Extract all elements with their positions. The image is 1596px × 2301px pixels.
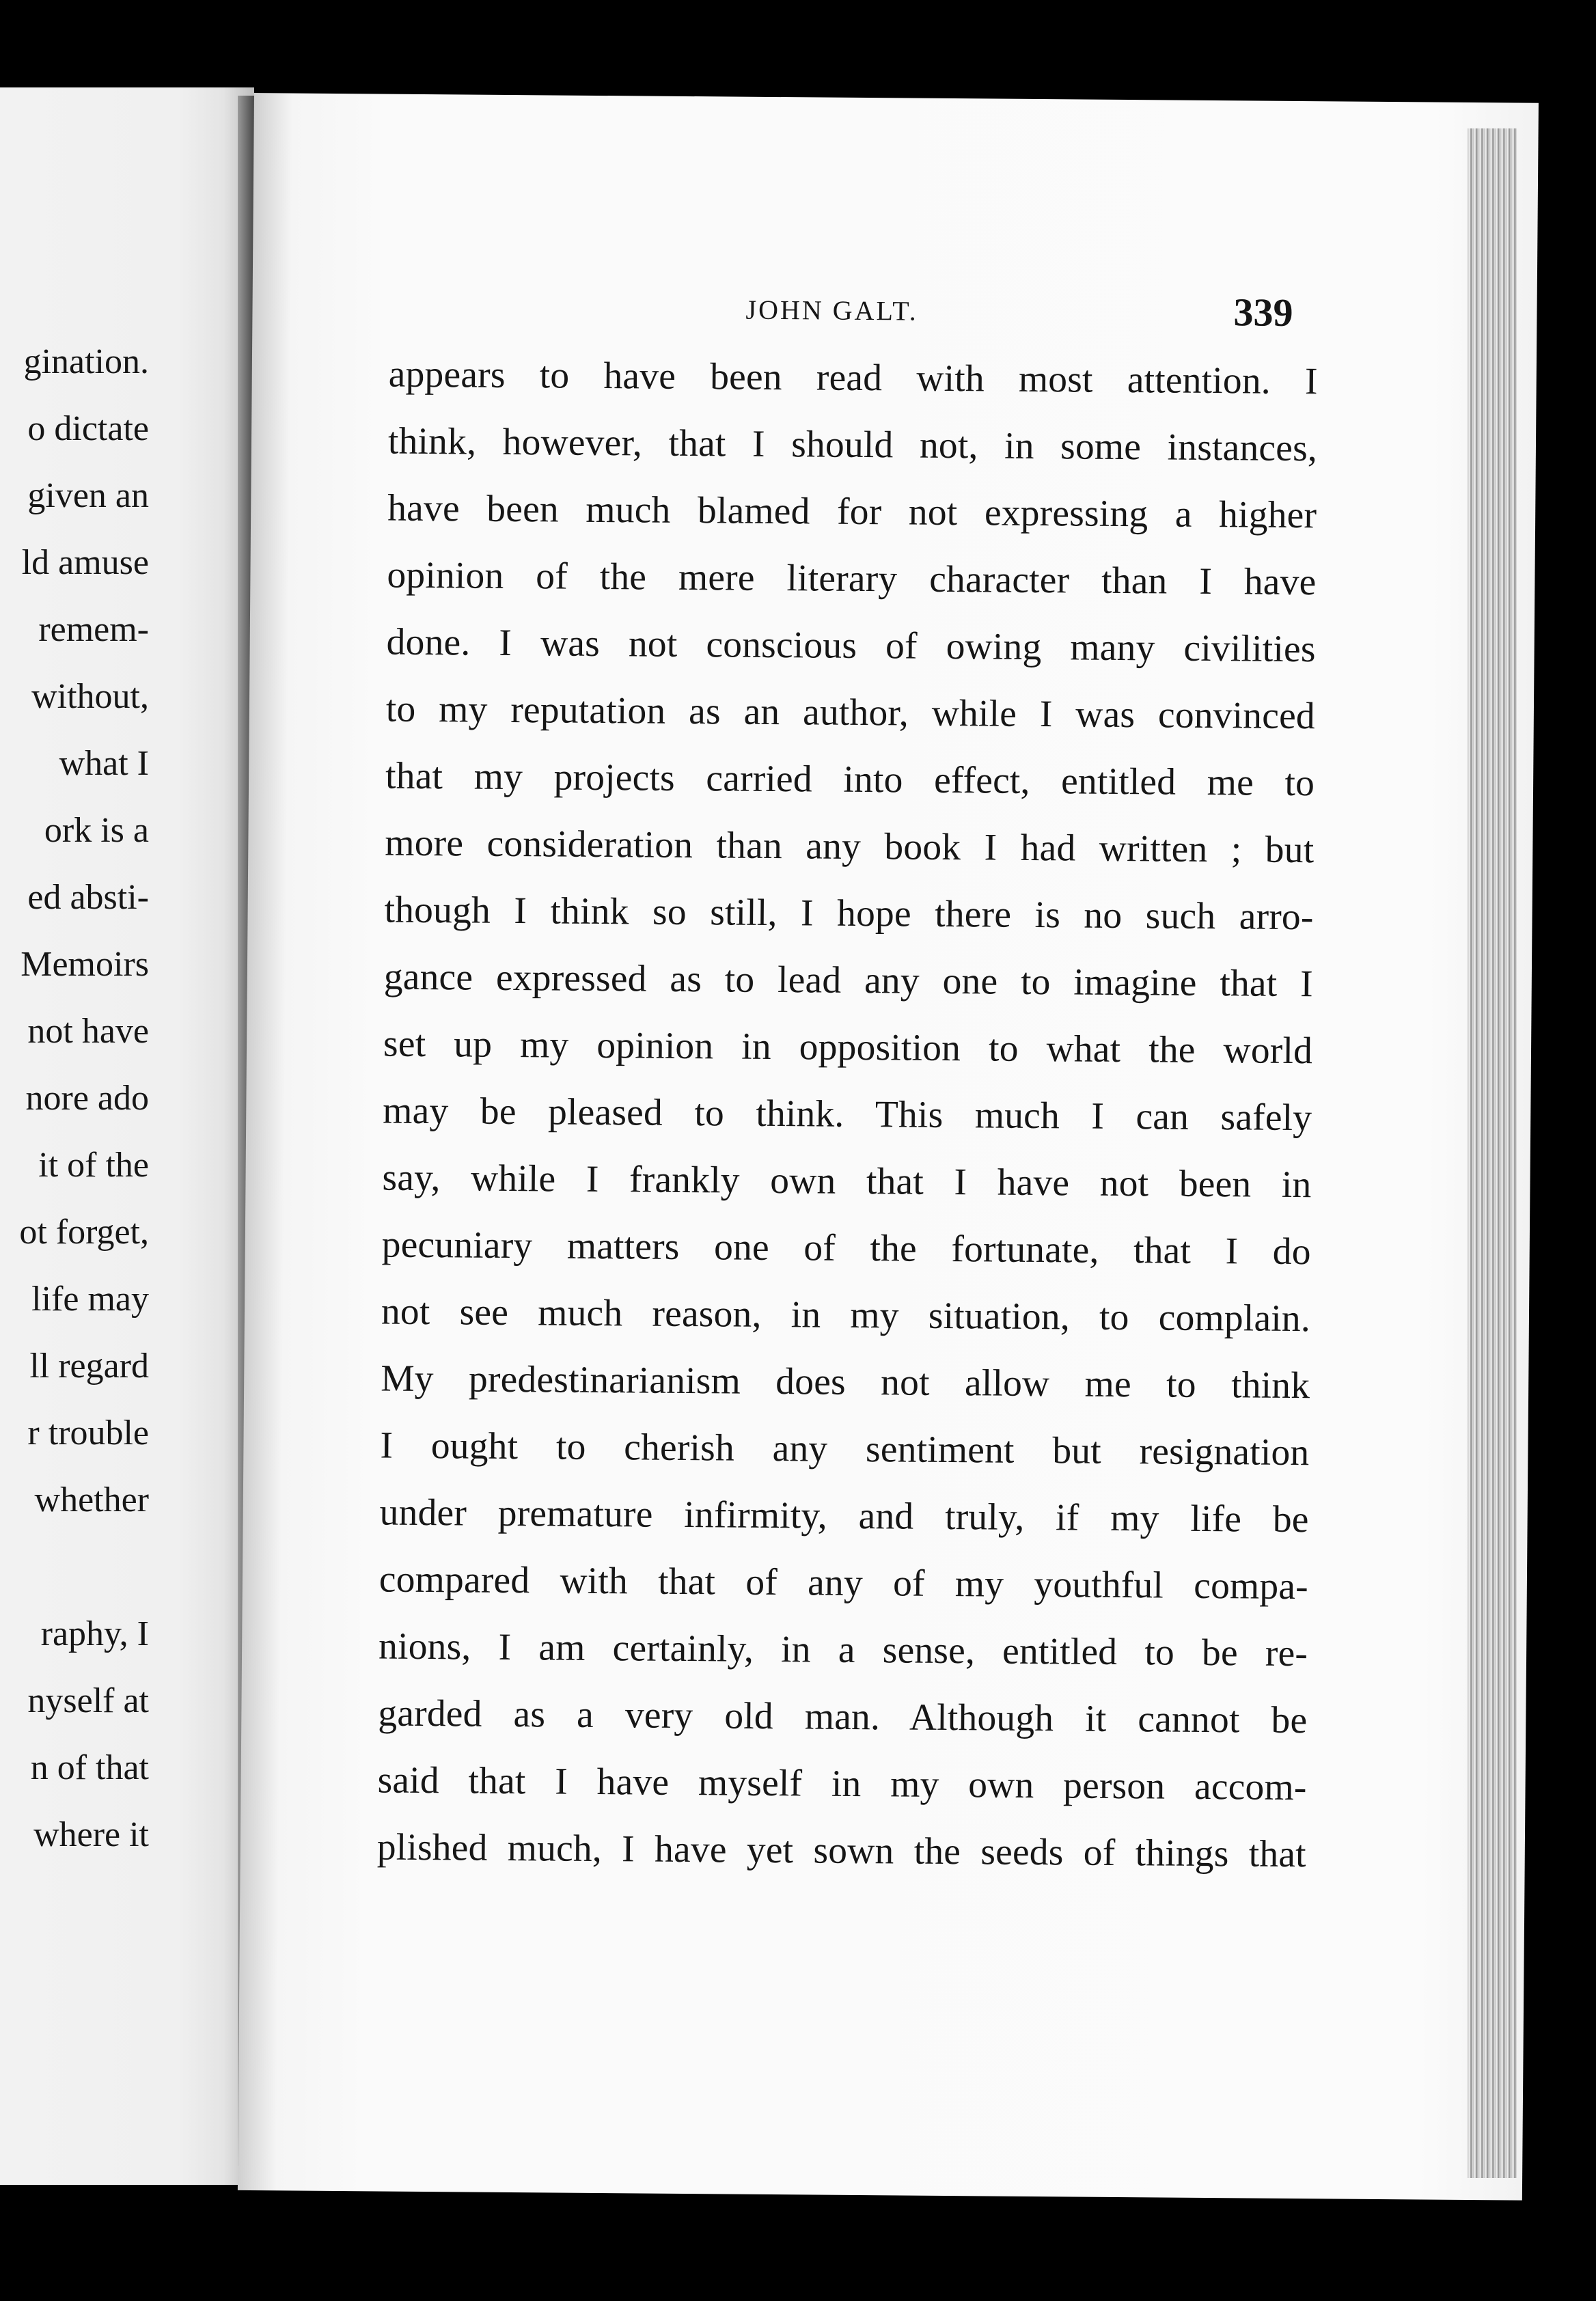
body-line: appears to have been read with most attention. I [388,353,1318,403]
body-line: done. I was not conscious of owing many civilities [386,621,1316,671]
previous-page-line: ot forget, [19,1213,149,1252]
current-page [238,93,1539,2201]
previous-page-line: it of the [38,1146,149,1185]
previous-page-line: gination. [23,342,149,381]
body-line: more consideration than any book I had written ; but [385,822,1315,872]
previous-page-line: Memoirs [20,945,149,984]
page-header [252,276,1537,348]
previous-page-line: r trouble [27,1414,149,1452]
previous-page-line: ork is a [44,811,149,850]
body-line: set up my opinion in opposition to what the world [383,1023,1313,1073]
body-line: not see much reason, in my situation, to complain. [381,1291,1311,1340]
body-line: think, however, that I should not, in some instances, [387,420,1318,470]
body-line: compared with that of any of my youthful compa- [379,1558,1309,1608]
body-line: I ought to cherish any sentiment but resignation [380,1424,1310,1474]
previous-page-line: without, [31,677,149,716]
previous-page-line: n of that [30,1748,149,1787]
previous-page-line: remem- [38,610,149,649]
body-line: nions, I am certainly, in a sense, entitled to be re- [378,1625,1308,1675]
body-line: gance expressed as to lead any one to imagine that I [383,956,1314,1006]
body-line: to my reputation as an author, while I was convinced [385,688,1316,738]
previous-page-line: nore ado [25,1079,149,1118]
previous-page [0,87,254,2185]
body-line: under premature infirmity, and truly, if my life be [379,1491,1309,1541]
page-number: 339 [1233,290,1293,335]
previous-page-line: whether [34,1480,149,1519]
previous-page-line: ed absti- [27,878,149,917]
body-line: that my projects carried into effect, entitled me to [385,755,1315,805]
body-line: say, while I frankly own that I have not been in [382,1157,1312,1207]
body-line: pecuniary matters one of the fortunate, that I do [381,1224,1311,1273]
body-line: though I think so still, I hope there is no such arro- [384,889,1314,939]
body-line: may be pleased to think. This much I can safely [383,1090,1312,1140]
body-line: plished much, I have yet sown the seeds of things that [376,1826,1307,1876]
page-edges [1468,128,1517,2178]
previous-page-line: life may [31,1280,149,1319]
running-head: JOHN GALT. [745,294,918,327]
body-line: garded as a very old man. Although it cannot be [378,1692,1308,1742]
previous-page-line: raphy, I [40,1614,149,1653]
previous-page-line: ld amuse [21,543,149,582]
previous-page-line: where it [33,1815,149,1854]
body-line: My predestinarianism does not allow me to think [380,1358,1310,1407]
previous-page-line: what I [59,744,149,783]
body-line: opinion of the mere literary character than I have [387,554,1317,604]
previous-page-line: ll regard [29,1347,149,1386]
body-line: said that I have myself in my own person accom- [377,1759,1307,1809]
body-line: have been much blamed for not expressing a higher [387,487,1317,537]
previous-page-line: given an [27,476,149,515]
previous-page-line: nyself at [27,1681,149,1720]
previous-page-line: o dictate [27,409,149,448]
previous-page-line: not have [27,1012,149,1051]
